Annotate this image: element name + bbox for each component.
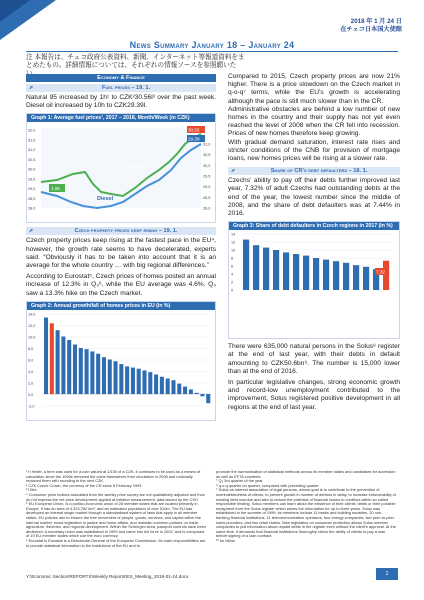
debt-heading-bar [228, 167, 400, 175]
footnote: ¹⁰ bn billion [216, 537, 236, 543]
debt-ytick: 8 [231, 256, 234, 261]
eu-homes-bar [125, 366, 129, 394]
fuel-heading-bar [26, 84, 216, 92]
debt-bar [273, 250, 279, 290]
eu-homes-bar [44, 317, 48, 393]
eu-homes-chart-svg [27, 310, 215, 418]
eu-homes-bar [50, 323, 54, 394]
debt-bar [333, 261, 339, 290]
petrol-end-value: 30,56 [188, 127, 200, 133]
right-text-5: In particular legislative changes, strong economic growth and record-low unemployment contributed to the improvement, Solus registered positive development in all regions at the end of last year. [228, 379, 400, 411]
fuel-ytick-right: 31,0 [203, 142, 211, 147]
title-divider [26, 51, 398, 52]
fuel-text: Natural 95 increased by 1h¹ to CZK²30.56l³ over the past week. Diesel oil increased by 10h to CZK29.39l. [26, 94, 216, 110]
eu-homes-bar [177, 383, 181, 393]
eu-homes-bar [189, 389, 193, 394]
footnote: ⁷ Q₃ 3rd quarter of the year [216, 478, 263, 484]
eu-homes-bar [195, 393, 199, 394]
debt-bar [253, 245, 259, 290]
debt-bar [313, 258, 319, 290]
page-number: 1 [376, 568, 398, 580]
fuel-chart-title: Graph 1: Average fuel prices¹, 2017 – 2018, Month/Week (in CZK) [27, 114, 215, 122]
debt-text: Czechs’ ability to pay off their debts further improved last year, 7.32% of adult Czechs had outstanding debts at the end of the year, the lowest number since the middle of 2008, and the share of debt defaulters was at 7.44% in 2016. [228, 177, 400, 218]
eu-homes-bar [183, 386, 187, 393]
link-icon: ⇗ [28, 228, 34, 235]
eu-homes-bar [102, 357, 106, 394]
eu-homes-bar [131, 367, 135, 393]
fuel-ytick-right: 30,0 [203, 164, 211, 169]
right-text-1: Compared to 2015, Czech property prices are now 21% higher. There is a price slowdown on the Czech market in q-o-q⁷ terms, while the EU’s growth is accelerating although the pace is still much slower than in the CR. [228, 73, 400, 105]
eu-homes-bar [56, 330, 60, 394]
eu-homes-chart-title: Graph 2: Annual growth/fall of homes prices in EU (in %) [27, 302, 215, 310]
eu-homes-bar [67, 340, 71, 394]
eu-homes-bar [85, 349, 89, 394]
fuel-ytick-left: 32,0 [28, 128, 36, 133]
intro-note: 注 本報告は、チェコ政府公表資料、新聞、インターネット等報道資料をまとめたもの。詳細情報については、それぞれの情報ソースを参照願いた [26, 54, 245, 70]
eu-homes-bar [114, 361, 118, 394]
diesel-end-value: 29,39 [188, 136, 200, 142]
fuel-ytick-left: 30,0 [28, 167, 36, 172]
right-column [228, 74, 400, 412]
section-economy-finance: Economy & Finance [26, 74, 216, 82]
fuel-ytick-right: 28,0 [203, 206, 211, 211]
fuel-ytick-left: 31,5 [28, 138, 36, 143]
petrol-low-value: 1,95 [51, 186, 60, 192]
fuel-ytick-right: 29,0 [203, 185, 211, 190]
fuel-chart-svg [27, 122, 215, 220]
eu-homes-bar [90, 351, 94, 394]
footnote: ⁶ Eurostat is Eurostat is a Directorate-General of the European Commission. Its main responsibilities are to provide statistical information to the institutions of the EU and to [26, 537, 206, 548]
footnote: ⁸ q-o-q quarter on quarter, compared with preceding quarter [216, 482, 319, 488]
eu-homes-ytick: -2,0 [28, 404, 35, 409]
debt-chart [228, 221, 400, 339]
debt-end-value: 7,32 [376, 269, 385, 275]
eu-homes-bar [142, 370, 146, 394]
footer-path: Y:\Economic Section\REPORTS\Weekly Reports\ES_Meeting_2018-01-24.docx [26, 574, 189, 579]
debt-bar [293, 254, 299, 290]
debt-bar [383, 261, 389, 290]
fuel-heading: Fuel prices – 19. 1. [101, 85, 151, 91]
fuel-ytick-right: 29,5 [203, 174, 211, 179]
fuel-ytick-left: 31,0 [28, 148, 36, 153]
eu-homes-ytick: 10,0 [28, 335, 36, 340]
eu-homes-bar [200, 394, 204, 396]
footnotes-left [26, 470, 206, 548]
footnote: ⁴ Consumer price indices calculated from the weekly price survey are not qualitatively adjusted and thus do not express the net price development applied at inflation measurement, data issued by the CSO [26, 491, 205, 502]
fuel-ytick-left: 28,5 [28, 197, 36, 202]
debt-ytick: 4 [231, 272, 234, 277]
debt-bar [243, 240, 249, 290]
footnote: promote the harmonisation of statistical methods across its member states and candidates for accession as well as EFTA countries. [216, 469, 396, 479]
fuel-ytick-left: 29,0 [28, 187, 36, 192]
header-date: 2018 年 1 月 24 日 [350, 18, 402, 25]
eu-homes-bar [108, 359, 112, 394]
footnote: ³ l litre [26, 487, 37, 493]
eu-homes-bar [160, 377, 164, 394]
eu-homes-ytick: 4,0 [28, 369, 34, 374]
fuel-ytick-right: 28,5 [203, 196, 211, 201]
eu-homes-ytick: 12,0 [28, 323, 36, 328]
eu-homes-bar [73, 344, 77, 393]
czech-heading: Czech property prices keep rising – 19. 1. [74, 228, 178, 235]
link-icon: ⇗ [230, 168, 236, 175]
czech-text-2: According to Eurostat⁵, Czech prices of homes posted an annual increase of 12.3% in Q₃⁶, while the EU average was 4.6%. Q₃ saw a 13.3% hike on the Czech market. [26, 273, 216, 297]
debt-bar [363, 267, 369, 290]
eu-homes-bar [96, 354, 100, 394]
eu-homes-ytick: 8,0 [28, 346, 34, 351]
fuel-ytick-right: 30,5 [203, 153, 211, 158]
debt-bar [283, 253, 289, 291]
diesel-label: Diesel [97, 196, 114, 203]
fuel-ytick-left: 28,0 [28, 206, 36, 211]
header-block [340, 18, 402, 34]
page-title: News Summary January 18 – January 24 [129, 40, 295, 50]
eu-homes-bar [154, 374, 158, 394]
eu-homes-bar [171, 380, 175, 394]
debt-chart-title: Graph 3: Share of debt defaulters in Czech regions in 2017 (in %) [229, 222, 399, 230]
eu-homes-bar [61, 336, 65, 394]
right-text-2: Administrative obstacles are behind a low number of new homes in the country and their supply has not yet even reached the level of 2008 when the CR fell into recession. Prices of new homes therefore keep growing. [228, 105, 400, 138]
header-org: 在チェコ日本国大使館 [340, 26, 402, 33]
footnote: ² CZK Czech Crown, the currency of the CR since 8 February 1993 [26, 482, 142, 488]
debt-heading: Share of CR’s debt defaulters – 18. 1. [270, 168, 368, 175]
left-column [26, 74, 216, 421]
debt-bar [303, 256, 309, 290]
debt-ytick: 0 [231, 288, 234, 293]
debt-chart-svg [229, 230, 399, 336]
eu-homes-ytick: 6,0 [28, 358, 34, 363]
debt-ytick: 10 [231, 248, 236, 253]
link-icon: ⇗ [28, 85, 34, 91]
debt-bar [343, 263, 349, 290]
debt-ytick: 2 [231, 280, 234, 285]
debt-bar [323, 260, 329, 290]
footnotes-right [216, 470, 396, 544]
eu-homes-bar [206, 394, 210, 403]
fuel-chart [26, 113, 216, 223]
eu-homes-bar [119, 364, 123, 394]
right-text-3: With gradual demand saturation, interest rate rises and stricter conditions of the CNB for provision of mortgage loans, new homes prices will be rising at a slower rate. [228, 138, 400, 163]
eu-homes-bar [79, 348, 83, 394]
eu-homes-ytick: 0,0 [28, 392, 34, 397]
eu-homes-ytick: 14,0 [28, 312, 36, 317]
debt-bar [263, 248, 269, 290]
corner-decoration [0, 0, 56, 40]
fuel-ytick-left: 30,5 [28, 158, 36, 163]
debt-ytick: 14 [231, 232, 236, 237]
footnote: ¹ h Heller, a term was used for a coin valued at 1/100 of a CZK, it continues to be used as a means of calculation since the 1990s removed the coins themselves from circulation in 2008 and notionally replaced them with rounding to the next CZK. [26, 469, 201, 484]
fuel-ytick-left: 29,5 [28, 177, 36, 182]
czech-text-1: Czech property prices keep rising at the fastest pace in the EU⁴, however, the growth rate seems to have decelerated, experts said. “Obviously it has to be taken into account that it is an average for the whole country … with big regional differences.” [26, 237, 216, 270]
eu-homes-bar [137, 369, 141, 394]
debt-ytick: 12 [231, 240, 236, 245]
eu-homes-bar [148, 372, 152, 394]
footnote: ⁹ Solus an interest association of legal persons, whose goal is to contribute to the prevention of overindebtedness of clients, to prevent growth in number of debtors in delay, to increase enforceability of existing debt overdue and also to reduce the potential of financial losses to creditors within so called responsible lending. Solus members can learn about the existence of their clients’ debts or their possible repayment from the Solus register which stores the information for up to three years. Solus was established in the summer of 1999; its members include 11 banks and building societies, 20 non-banking financial institutions, 11 telecommunication operators, four energy companies, two peer-to-peer loans providers, and two retail chains. New legislation on consumer protection allows Solus member companies to pull information about unpaid debts in the register even without the client’s approval. At the same time, it demands that financial institutions thoroughly check the ability of clients to pay a loan before signing of a loan contract. [216, 487, 396, 539]
eu-homes-bar [166, 378, 170, 394]
eu-homes-chart [26, 301, 216, 421]
eu-homes-ytick: 2,0 [28, 381, 34, 386]
czech-heading-bar [26, 227, 216, 235]
debt-bar [353, 265, 359, 290]
debt-ytick: 6 [231, 264, 234, 269]
petrol-label: Petrol [127, 164, 143, 171]
footnote: ⁵ EU European Union, is a politico-economic union of 28 member states that are located primarily in Europe. It has an area of 4,324,782 km², and an estimated population of over 510m. The EU has developed an internal single market through a standardised system of laws that apply in all member states. EU policies aim to ensure the free movement of people, goods, services, and capital within the internal market, enact legislation in justice and home affairs, and maintain common policies on trade, agriculture, fisheries, and regional development. Within the Schengen Area, passport controls have been abolished. A monetary union was established in 1999 and came into full force in 2002, and is composed of 19 EU member states which use the euro currency. [26, 501, 206, 539]
right-text-4: There were 635,000 natural persons in the Solus⁸ register at the end of last year, with their debts in default amounting to CZK50.6bn⁹. The number is 15,000 lower than at the end of 2016. [228, 343, 400, 375]
